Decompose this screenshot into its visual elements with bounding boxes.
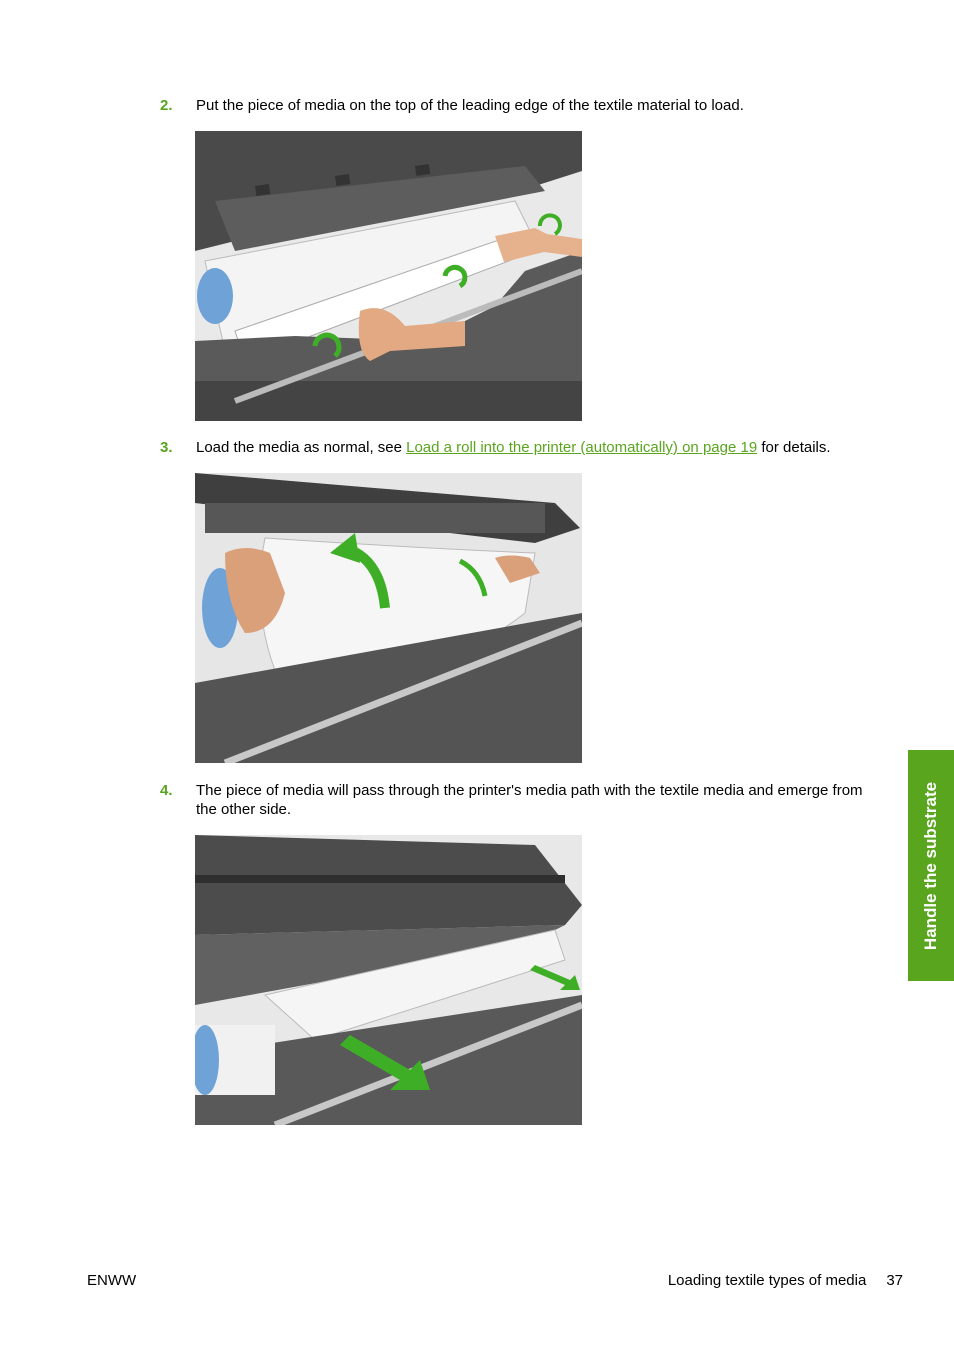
footer-left: ENWW [87,1272,137,1289]
step-text: Put the piece of media on the top of the leading edge of the textile material to load. [196,97,744,114]
figure-load-media [195,473,582,763]
page-number: 37 [886,1272,903,1289]
side-tab-handle-the-substrate [908,750,954,981]
step-text-after: for details. [757,439,831,456]
step-text-before: Load the media as normal, see [196,439,407,456]
figure-place-media-on-leading-edge [195,131,582,421]
step-text [196,438,886,457]
load-roll-link[interactable]: Load a roll into the printer (automatically) on page 19 [406,439,758,456]
side-tab-label: Handle the substrate [921,781,940,950]
step-number: 4. [160,782,173,799]
step-number: 3. [160,439,173,456]
step-text: The piece of media will pass through the printer's media path with the textile media and emerge from the other side. [196,782,863,818]
step-number: 2. [160,97,173,114]
figure-media-emerges [195,835,582,1125]
footer-section-title: Loading textile types of media [667,1272,867,1289]
footer-right [668,1272,903,1289]
